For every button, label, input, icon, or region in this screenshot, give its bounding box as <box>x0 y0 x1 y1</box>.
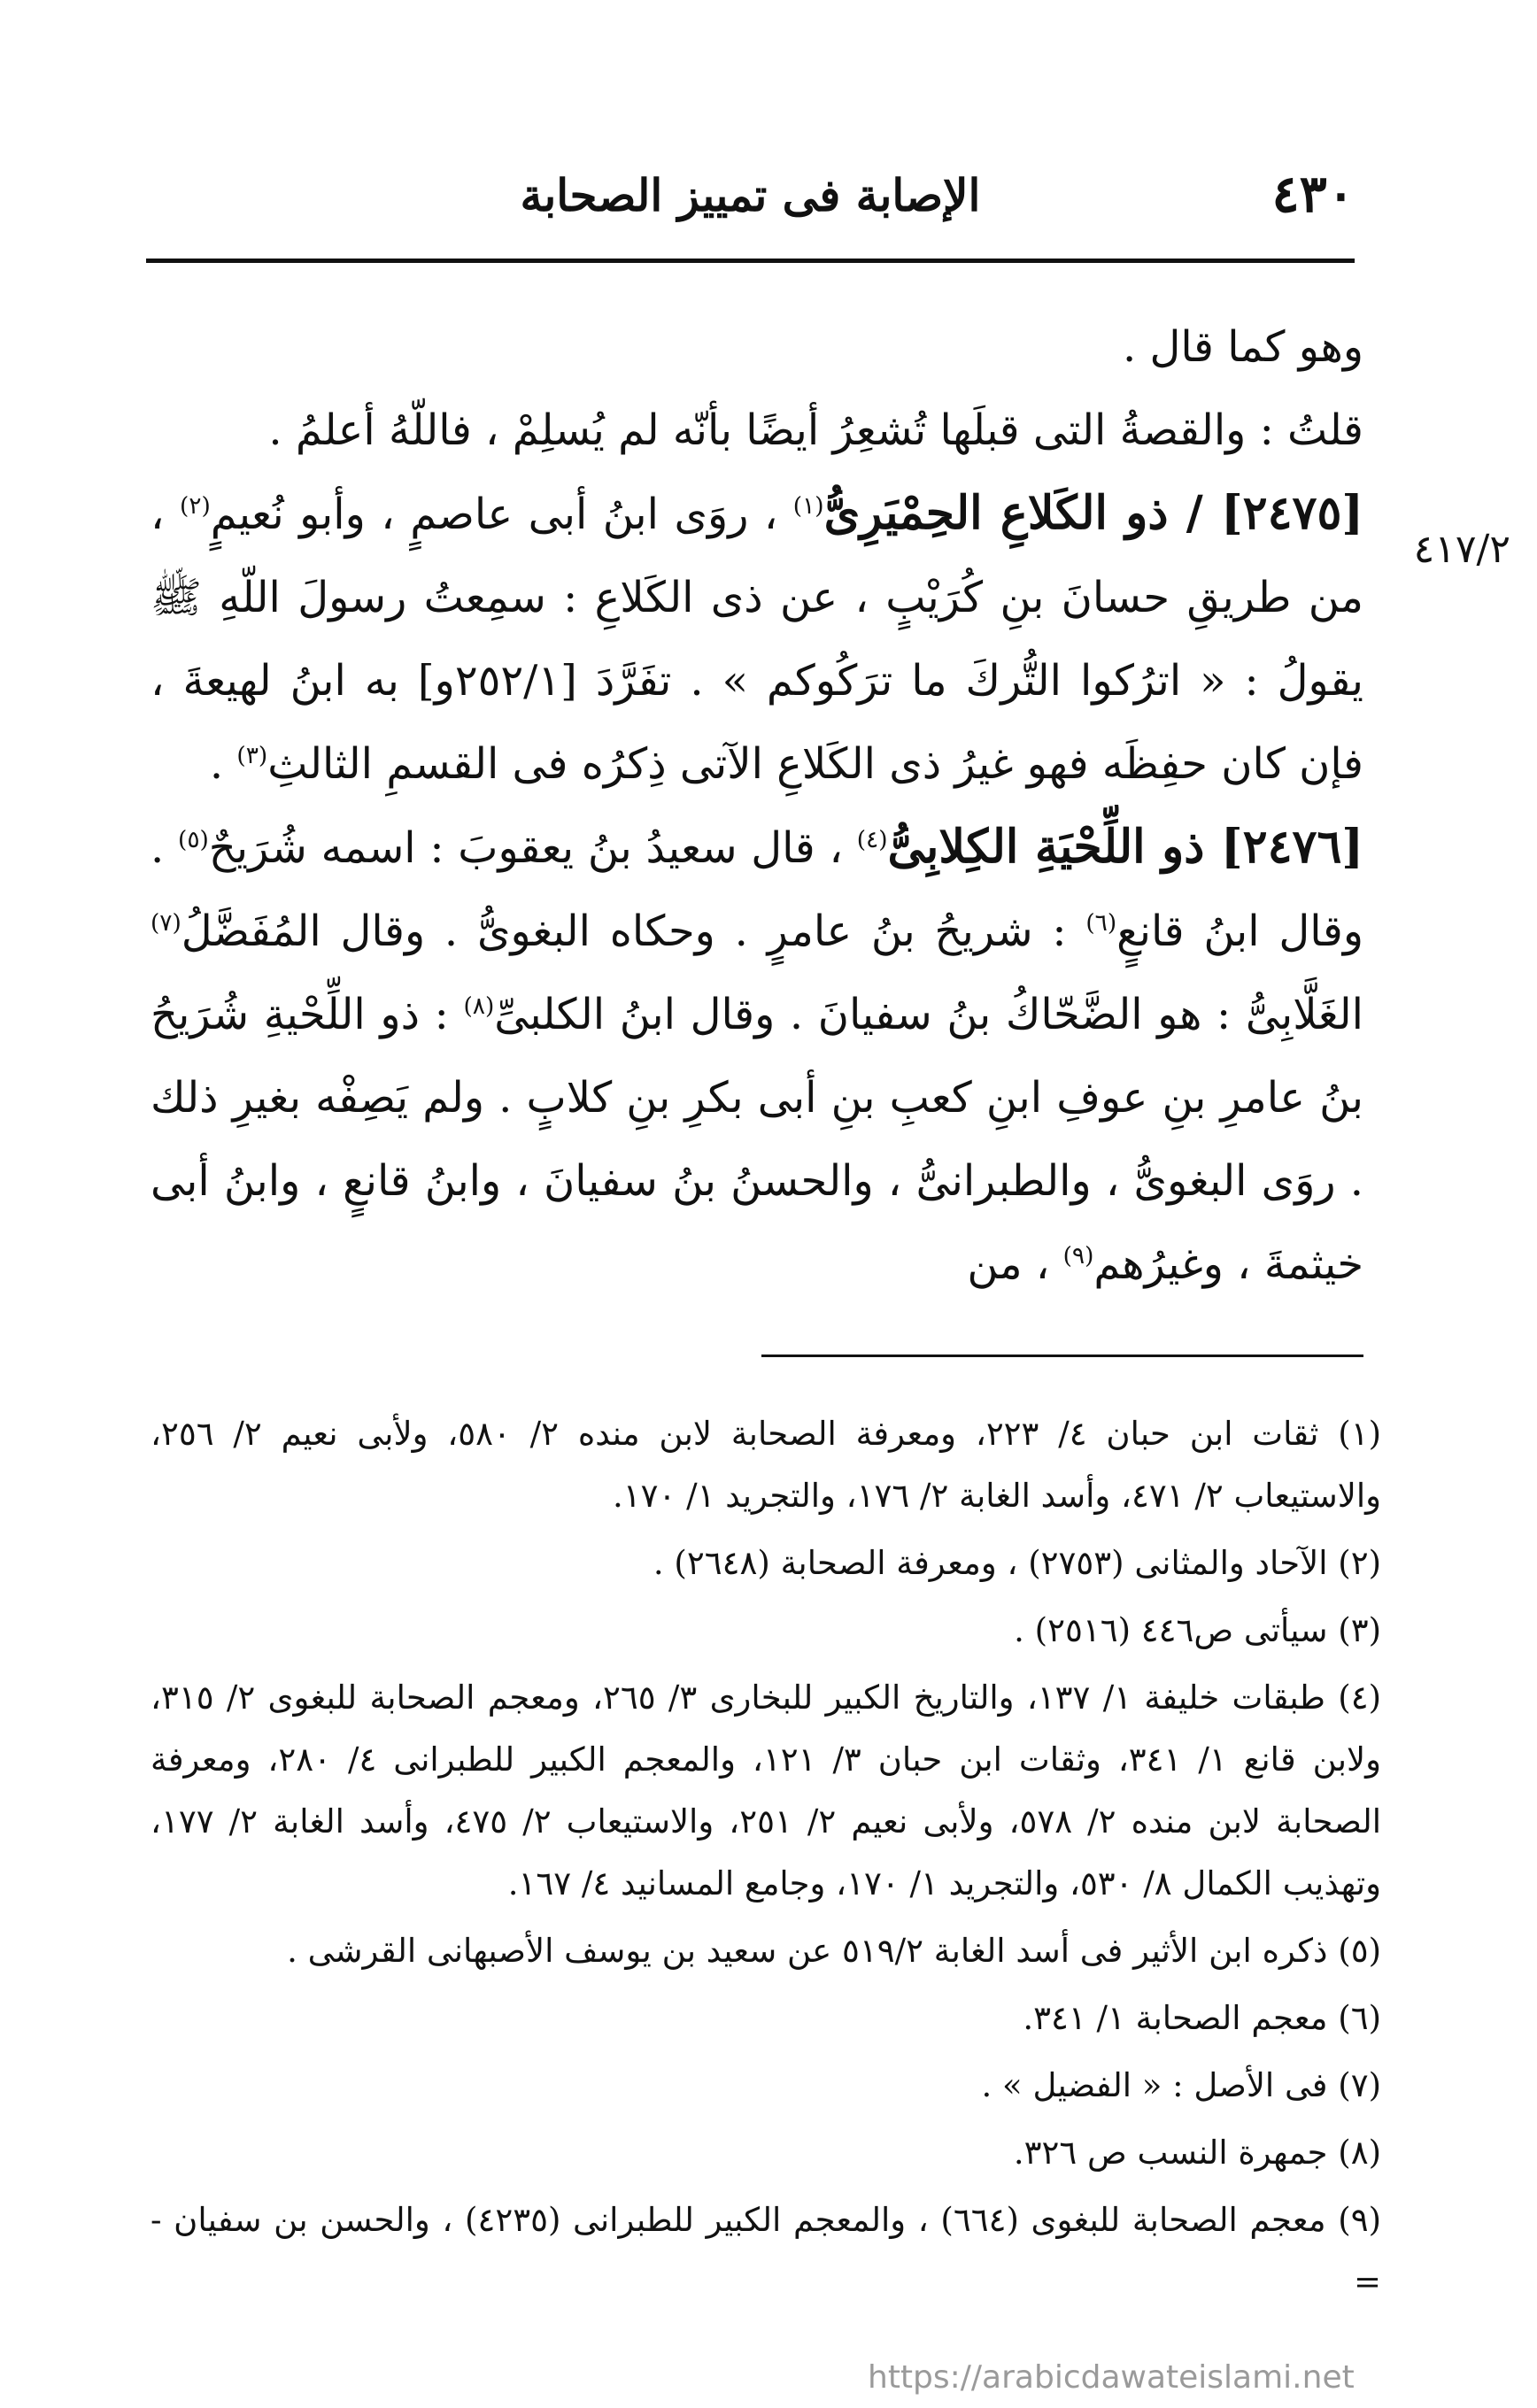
watermark-url: https://arabicdawateislami.net <box>868 2359 1355 2396</box>
footnote-1: (١) ثقات ابن حبان ٤/ ٢٢٣، ومعرفة الصحابة لابن منده ٢/ ٥٨٠، ولأبى نعيم ٢/ ٢٥٦، والاستيعاب ٢/ ٤٧١، وأسد الغابة ٢/ ١٧٦، والتجريد ١/ ١٧٠. <box>151 1415 1381 1515</box>
entry-text: الغَلَّابِىُّ : هو الضَّحّاكُ بنُ سفيانَ . وقال ابنُ الكلبىِّ <box>494 990 1363 1039</box>
entry-2475 <box>151 472 1363 806</box>
footnote-rule <box>761 1354 1363 1357</box>
entry-heading: [٢٤٧٥] / ذو الكَلاعِ الحِمْيَرِىُّ <box>823 486 1363 540</box>
footnote-3: (٣) سيأتى ص٤٤٦ (٢٥١٦) . <box>1014 1611 1381 1649</box>
footnote-8: (٨) جمهرة النسب ص ٣٢٦. <box>1013 2134 1381 2172</box>
entry-heading: [٢٤٧٦] ذو اللِّحْيَةِ الكِلابِىُّ <box>887 820 1363 874</box>
footnote-7: (٧) فى الأصل : « الفضيل » . <box>981 2066 1381 2104</box>
footnote-ref: (٩) <box>1062 1242 1094 1270</box>
entry-text: : ذو اللِّحْيةِ شُرَيحُ بنُ عامرِ بنِ عوفِ ابنِ كعبِ بنِ أبى بكرِ بنِ كلابٍ . ولم يَصِفْه بغيرِ ذلك . روَى البغوىُّ ، والطبرانىُّ ، والحسنُ بنُ سفيانَ ، وابنُ قانعٍ ، وابنُ أبى خيثمةَ ، وغيرُهم <box>151 990 1364 1289</box>
footnote-ref: (٣) <box>236 742 268 769</box>
comment-paragraph: قلتُ : والقصةُ التى قبلَها تُشعِرُ أيضًا بأنّه لم يُسلِمْ ، فاللّهُ أعلمُ . <box>268 405 1363 455</box>
page-number: ٤٣٠ <box>1271 164 1355 224</box>
footnote-ref: (٥) <box>178 826 209 853</box>
entry-text: ، روَى ابنُ أبى عاصمٍ ، وأبو نُعيمٍ <box>210 490 778 539</box>
entry-text: . وقال ابنُ قانعٍ <box>151 823 1363 956</box>
footnote-4: (٤) طبقات خليفة ١/ ١٣٧، والتاريخ الكبير للبخارى ٣/ ٢٦٥، ومعجم الصحابة للبغوى ٢/ ٣١٥، ولابن قانع ١/ ٣٤١، وثقات ابن حبان ٣/ ١٢١، والمعجم الكبير للطبرانى ٤/ ٢٨٠، ومعرفة الصحابة لابن منده ٢/ ٥٧٨، ولأبى نعيم ٢/ ٢٥١، والاستيعاب ٢/ ٤٧٥، وأسد الغابة ٢/ ١٧٧، وتهذيب الكمال ٨/ ٥٣٠، والتجريد ١/ ١٧٠، وجامع المسانيد ٤/ ١٦٧. <box>151 1679 1382 1902</box>
header-rule <box>146 259 1355 263</box>
footnote-ref: (٧) <box>151 909 182 937</box>
footnote-ref: (٤) <box>856 826 888 853</box>
footnote-ref: (٦) <box>1085 909 1117 937</box>
footnote-9: (٩) معجم الصحابة للبغوى (٦٦٤) ، والمعجم الكبير للطبرانى (٤٢٣٥) ، والحسن بن سفيان - = <box>151 2201 1382 2301</box>
footnote-ref: (٢) <box>179 492 211 520</box>
main-text <box>151 305 1363 1306</box>
entry-text: ، من طريقِ حسانَ بنِ كُرَيْبٍ ، عن ذى الكَلاعِ : سمِعتُ رسولَ اللّهِ ﷺ يقولُ : « اترُكوا التُّركَ ما ترَكُوكم » . تفَرَّدَ [٢٥٢/١و] به ابنُ لهيعةَ ، فإن كان حفِظَه فهو غيرُ ذى الكَلاعِ الآتى ذِكرُه فى القسمِ الثالثِ <box>151 490 1363 789</box>
footnote-2: (٢) الآحاد والمثانى (٢٧٥٣) ، ومعرفة الصحابة (٢٦٤٨) . <box>653 1544 1381 1582</box>
footnote-ref: (١) <box>792 492 824 520</box>
margin-reference: ٤١٧/٢ <box>1413 527 1510 572</box>
intro-line: وهو كما قال . <box>1123 322 1363 372</box>
entry-text: ، من <box>967 1239 1050 1289</box>
entry-text: ، قال سعيدُ بنُ يعقوبَ : اسمه شُرَيحٌ <box>208 823 843 873</box>
footnote-ref: (٨) <box>463 992 495 1020</box>
footnotes <box>151 1403 1381 2319</box>
footnote-5: (٥) ذكره ابن الأثير فى أسد الغابة ٥١٩/٢ عن سعيد بن يوسف الأصبهانى القرشى . <box>287 1932 1381 1970</box>
entry-text: . <box>209 739 224 789</box>
footnote-6: (٦) معجم الصحابة ١/ ٣٤١. <box>1023 1999 1381 2037</box>
running-title: الإصابة فى تمييز الصحابة <box>520 169 981 221</box>
entry-text: : شريحُ بنُ عامرٍ . وحكاه البغوىُّ . وقال المُفَضَّلُ <box>181 907 1067 956</box>
entry-2476 <box>151 806 1363 1306</box>
page-header <box>146 164 1355 252</box>
